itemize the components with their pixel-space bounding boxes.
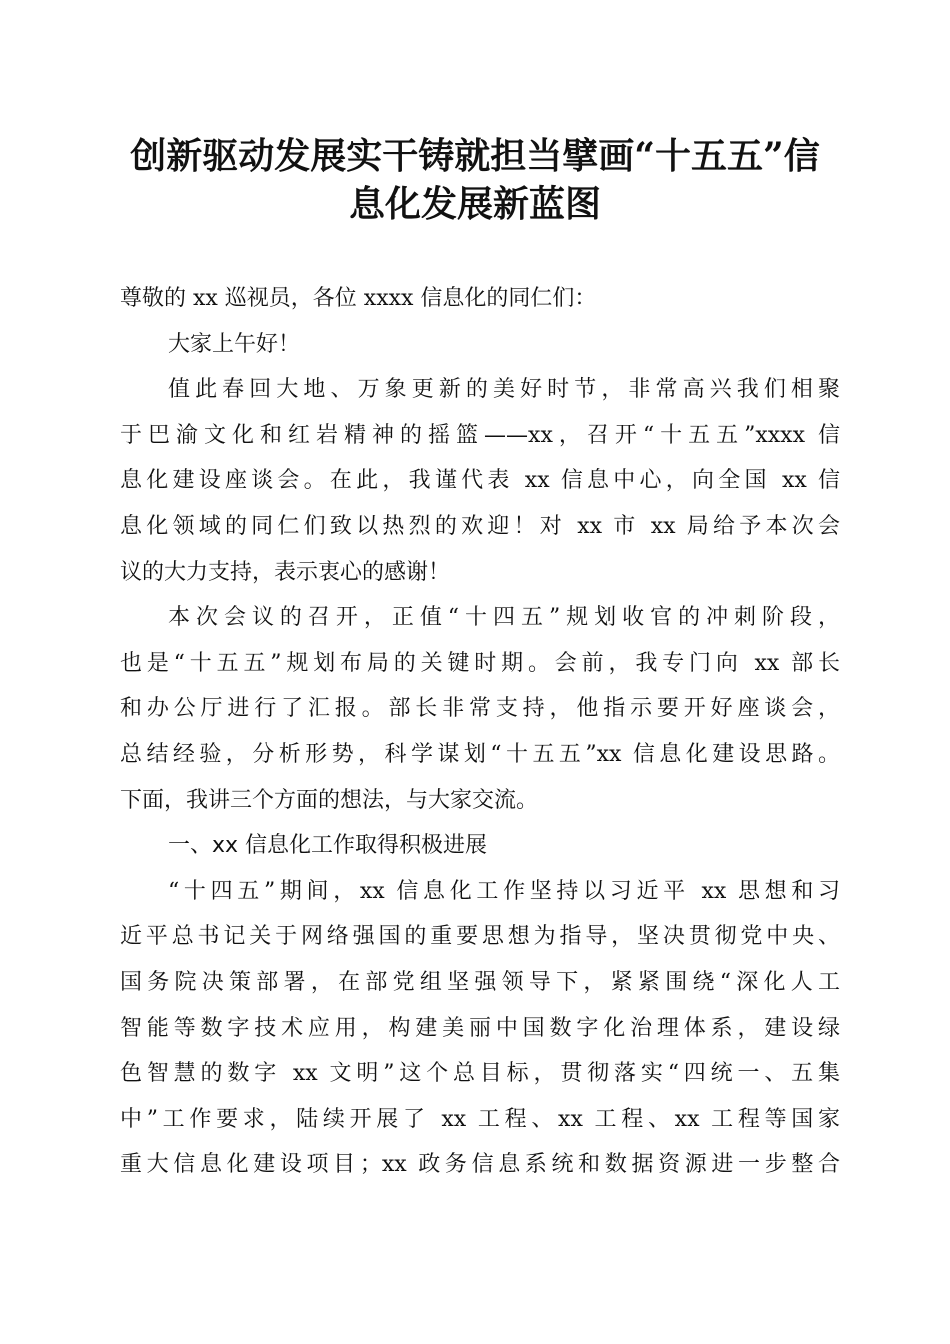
paragraph-1-line: 息化建设座谈会。在此，我谨代表 xx 信息中心，向全国 xx 信 [120, 468, 840, 494]
paragraph-1-line: 议的大力支持，表示衷心的感谢！ [120, 559, 451, 585]
paragraph-3-line: 近平总书记关于网络强国的重要思想为指导，坚决贯彻党中央、 [120, 924, 840, 950]
paragraph-1-line: 息化领域的同仁们致以热烈的欢迎！对 xx 市 xx 局给予本次会 [120, 513, 840, 539]
paragraph-3-line: “十四五”期间，xx 信息化工作坚持以习近平 xx 思想和习 [168, 878, 840, 904]
paragraph-1-line: 值此春回大地、万象更新的美好时节，非常高兴我们相聚 [168, 377, 840, 403]
paragraph-3-line: 中”工作要求，陆续开展了 xx 工程、xx 工程、xx 工程等国家 [120, 1106, 840, 1132]
paragraph-2-line: 本次会议的召开，正值“十四五”规划收官的冲刺阶段， [168, 605, 840, 631]
paragraph-2-line: 总结经验，分析形势，科学谋划“十五五”xx 信息化建设思路。 [120, 741, 840, 767]
document-title [100, 132, 850, 228]
paragraph-1-line: 于巴渝文化和红岩精神的摇篮——xx，召开“十五五”xxxx 信 [120, 422, 840, 448]
paragraph-3-line: 重大信息化建设项目；xx 政务信息系统和数据资源进一步整合 [120, 1152, 840, 1178]
salutation: 尊敬的 xx 巡视员，各位 xxxx 信息化的同仁们： [120, 286, 597, 311]
paragraph-3-line: 国务院决策部署，在部党组坚强领导下，紧紧围绕“深化人工 [120, 969, 840, 995]
paragraph-2-line: 下面，我讲三个方面的想法，与大家交流。 [120, 787, 539, 813]
title-line-1: 创新驱动发展实干铸就担当擘画“十五五”信 [130, 135, 820, 177]
paragraph-3-line: 色智慧的数字 xx 文明”这个总目标，贯彻落实“四统一、五集 [120, 1061, 840, 1087]
section-heading: 一、xx 信息化工作取得积极进展 [168, 833, 488, 859]
document-body [120, 276, 840, 1188]
paragraph-2-line: 和办公厅进行了汇报。部长非常支持，他指示要开好座谈会， [120, 696, 840, 722]
title-line-2: 息化发展新蓝图 [348, 183, 601, 225]
paragraph-2-line: 也是“十五五”规划布局的关键时期。会前，我专门向 xx 部长 [120, 650, 840, 676]
paragraph-3-line: 智能等数字技术应用，构建美丽中国数字化治理体系，建设绿 [120, 1015, 840, 1041]
greeting: 大家上午好！ [168, 331, 301, 357]
